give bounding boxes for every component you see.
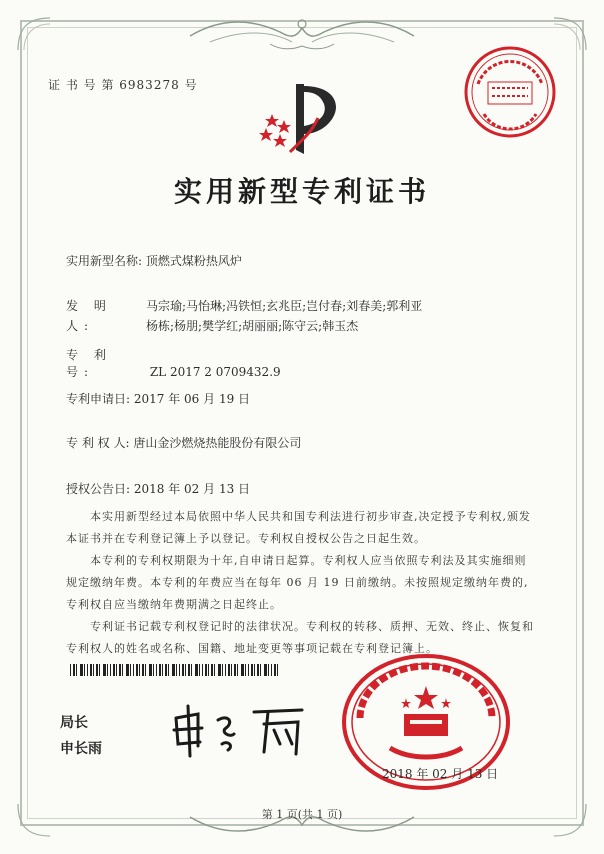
inventors-list [146,296,546,336]
tax-seal-icon [462,44,558,140]
grant-date-value: 2018 年 02 月 13 日 [133,482,251,496]
utility-name-label: 实用新型名称: [66,254,143,268]
inventors-line-2: 杨栋;杨朋;樊学红;胡丽丽;陈守云;韩玉杰 [146,319,359,333]
director-name: 申长雨 [60,741,102,757]
corner-ornament-icon [14,14,54,54]
statement-paragraph-1: 本实用新型经过本局依照中华人民共和国专利法进行初步审查,决定授予专利权,颁发本证书并在专利登记簿上予以登记。专利权自授权公告之日起生效。 [66,510,531,545]
cnipa-logo-icon [258,78,348,158]
utility-name-value: 顶燃式煤粉热风炉 [145,254,242,268]
handwritten-signature-icon [168,700,308,760]
application-date-label: 专利申请日: [66,392,131,406]
barcode-icon [70,664,280,676]
patentee-label: 专 利 权 人: [66,436,130,450]
page-number: 第 1 页(共 1 页) [261,808,343,821]
utility-name-row [66,252,242,269]
application-date-value: 2017 年 06 月 19 日 [133,392,251,406]
patent-number-row [66,346,281,380]
application-date-row [66,390,250,407]
certificate-number-label: 证 书 号 第 [48,78,115,92]
certificate-number [48,76,198,93]
statement-paragraph-3: 专利证书记载专利权登记时的法律状况。专利权的转移、质押、无效、终止、恢复和专利权人的姓名或名称、国籍、地址变更等事项记载在专利登记簿上。 [66,620,534,655]
grant-date-row [66,480,250,497]
patentee-row [66,434,301,451]
top-ornament-icon [180,14,424,54]
director-title: 局长 [60,715,88,731]
inventors-label: 发 明 人: [66,299,112,333]
seal-date-stamp: 2018 年 02 月 13 日 [382,767,499,781]
patent-number-value: ZL 2017 2 0709432.9 [149,365,281,379]
statement-paragraph-2: 本专利的专利权期限为十年,自申请日起算。专利权人应当依照专利法及其实施细则规定缴纳年费。本专利的年费应当在每年 06 月 19 日前缴纳。未按照规定缴纳年费的,专利权自应当缴纳年费期满之日起终止。 [66,554,529,611]
certificate-number-value: 6983278 [119,78,180,92]
certificate-number-suffix: 号 [184,78,198,92]
inventors-line-1: 马宗瑜;马怡琳;冯铁恒;玄兆臣;岂付春;刘春美;郭利亚 [146,299,423,313]
patentee-value: 唐山金沙燃烧热能股份有限公司 [133,436,302,450]
grant-date-label: 授权公告日: [66,482,131,496]
certificate-title: 实用新型专利证书 [173,175,430,208]
patent-number-label: 专 利 号: [66,348,112,379]
